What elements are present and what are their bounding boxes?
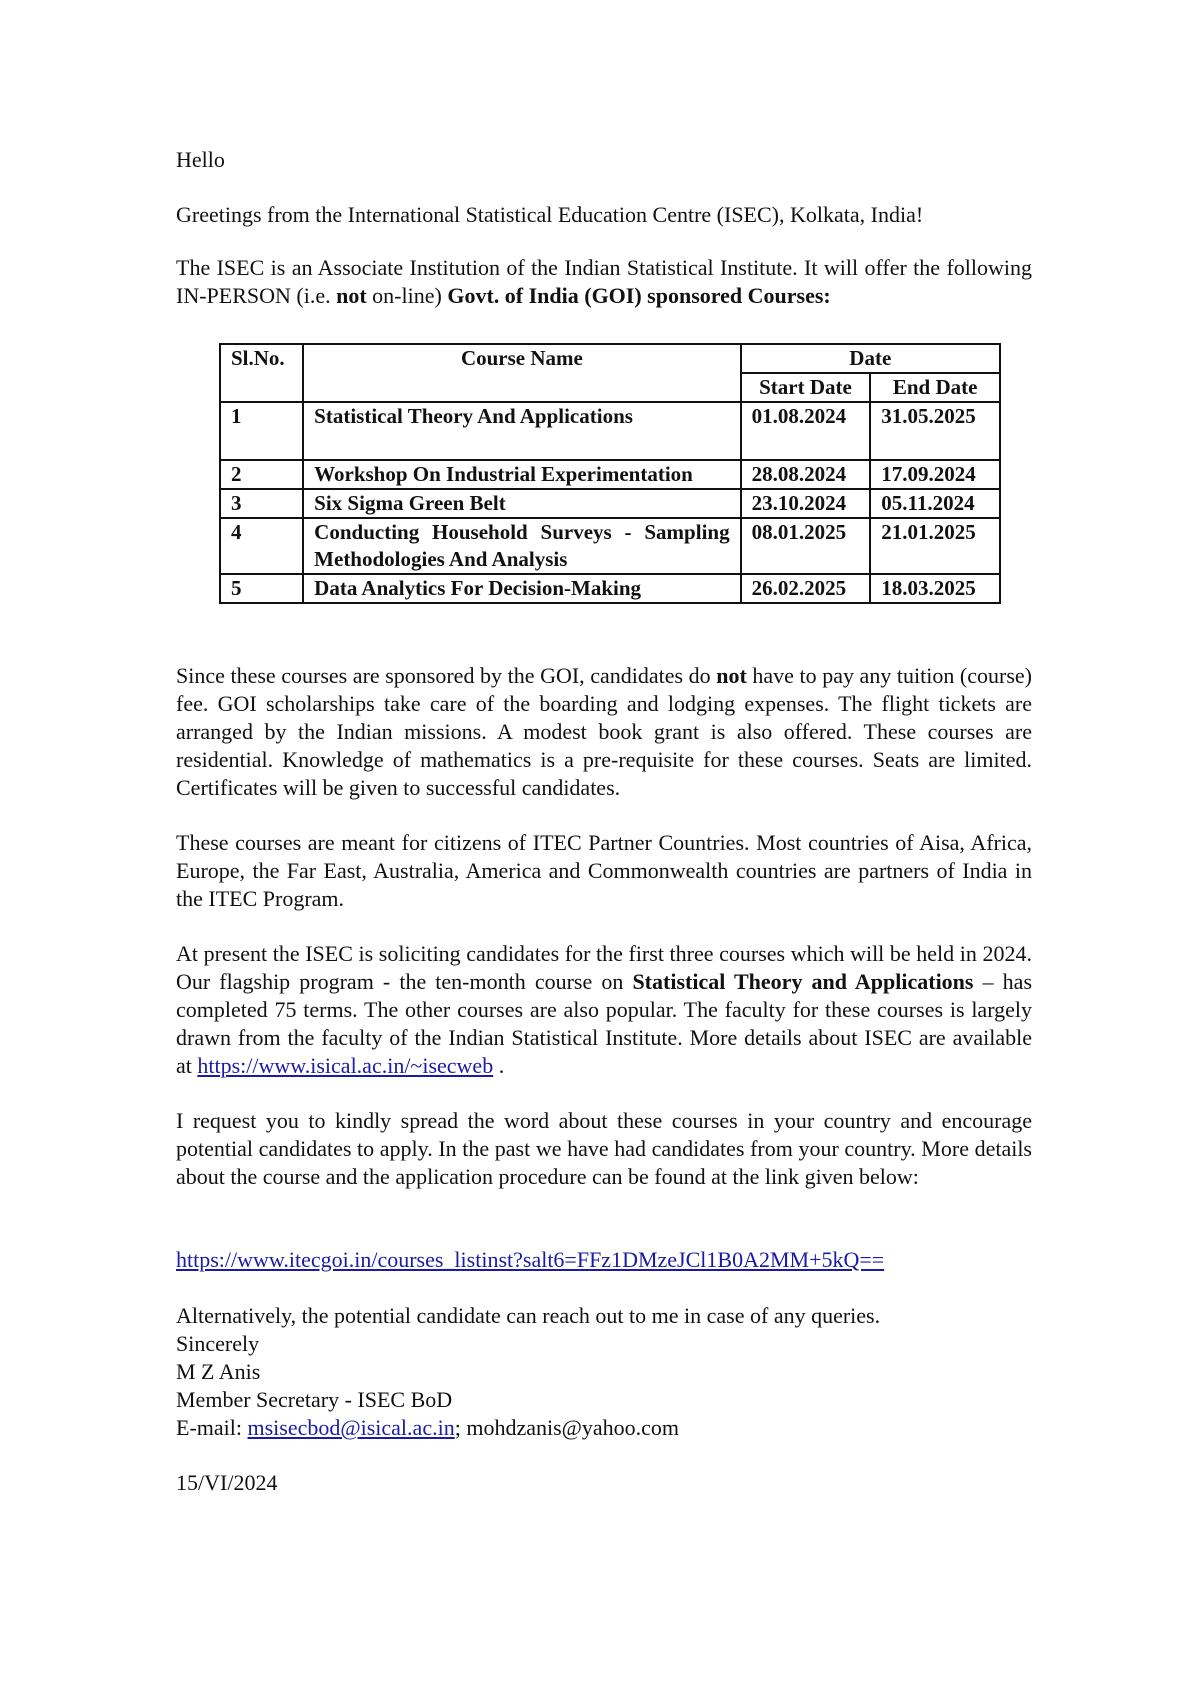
application-link-line [176, 1246, 1032, 1274]
paragraph-eligibility: These courses are meant for citizens of ITEC Partner Countries. Most countries of Aisa, Africa, Europe, the Far East, Australia, America and Commonwealth countries are partners of India in the ITEC Program. [176, 830, 1032, 911]
row-end-date: 31.05.2025 [870, 402, 1000, 460]
row-end-date: 21.01.2025 [870, 518, 1000, 574]
row-sl: 3 [220, 489, 303, 518]
row-course-name: Statistical Theory And Applications [303, 402, 740, 460]
row-course-name: Conducting Household Surveys - Sampling Methodologies And Analysis [303, 518, 740, 574]
paragraph-flagship: At present the ISEC is soliciting candidates for the first three courses which will be held in 2024. Our flagship program - the ten-month course on Statistical Theory and Applications – has completed 75 terms. The other courses are also popular. The faculty for these courses is largely drawn from the faculty of the Indian Statistical Institute. More details about ISEC are available at https://www.isical.ac.in/~isecweb . [176, 941, 1033, 1078]
isec-website-link[interactable]: https://www.isical.ac.in/~isecweb [197, 1053, 494, 1078]
table-row [220, 574, 1000, 603]
table-row [220, 460, 1000, 489]
signatory-name: M Z Anis [176, 1359, 261, 1384]
signatory-title: Member Secretary - ISEC BoD [176, 1387, 453, 1412]
row-start-date: 01.08.2024 [741, 402, 871, 460]
row-end-date: 17.09.2024 [870, 460, 1000, 489]
row-start-date: 23.10.2024 [741, 489, 871, 518]
header-end-date: End Date [870, 373, 1000, 402]
table-header-row [220, 344, 1000, 373]
row-start-date: 08.01.2025 [741, 518, 871, 574]
paragraph-sponsorship: Since these courses are sponsored by the GOI, candidates do not have to pay any tuition (course) fee. GOI scholarships take care of the boarding and lodging expenses. The flight tickets are arranged by the Indian missions. A modest book grant is also offered. These courses are residential. Knowledge of mathematics is a pre-requisite for these courses. Seats are limited. Certificates will be given to successful candidates. [176, 663, 1032, 800]
email-line: E-mail: msisecbod@isical.ac.in; mohdzanis@yahoo.com [176, 1415, 680, 1440]
table-row [220, 402, 1000, 460]
row-sl: 2 [220, 460, 303, 489]
greeting: Hello [176, 147, 225, 172]
courses-table [219, 343, 1001, 604]
row-start-date: 26.02.2025 [741, 574, 871, 603]
row-start-date: 28.08.2024 [741, 460, 871, 489]
table-row [220, 489, 1000, 518]
row-course-name: Data Analytics For Decision-Making [303, 574, 740, 603]
application-link[interactable]: https://www.itecgoi.in/courses_listinst?salt6=FFz1DMzeJCl1B0A2MM+5kQ== [176, 1247, 885, 1272]
header-date: Date [741, 344, 1000, 373]
row-end-date: 18.03.2025 [870, 574, 1000, 603]
paragraph-request: I request you to kindly spread the word about these courses in your country and encourage potential candidates to apply. In the past we have had candidates from your country. More details about the course and the application procedure can be found at the link given below: [176, 1108, 1032, 1189]
row-end-date: 05.11.2024 [870, 489, 1000, 518]
header-start-date: Start Date [741, 373, 871, 402]
email-yahoo: mohdzanis@yahoo.com [466, 1415, 680, 1440]
intro-line: Greetings from the International Statistical Education Centre (ISEC), Kolkata, India! [176, 202, 924, 227]
sincerely: Sincerely [176, 1331, 260, 1356]
row-sl: 1 [220, 402, 303, 460]
row-course-name: Workshop On Industrial Experimentation [303, 460, 740, 489]
header-sl: Sl.No. [220, 344, 303, 402]
row-sl: 5 [220, 574, 303, 603]
row-sl: 4 [220, 518, 303, 574]
letter-date: 15/VI/2024 [176, 1470, 278, 1495]
row-course-name: Six Sigma Green Belt [303, 489, 740, 518]
header-course-name: Course Name [303, 344, 740, 402]
paragraph-offer: The ISEC is an Associate Institution of the Indian Statistical Institute. It will offer the following IN-PERSON (i.e. not on-line) Govt. of India (GOI) sponsored Courses: [176, 255, 1032, 308]
closing-line: Alternatively, the potential candidate can reach out to me in case of any queries. [176, 1303, 881, 1328]
email-link-isec[interactable]: msisecbod@isical.ac.in [247, 1415, 455, 1440]
table-row [220, 518, 1000, 574]
